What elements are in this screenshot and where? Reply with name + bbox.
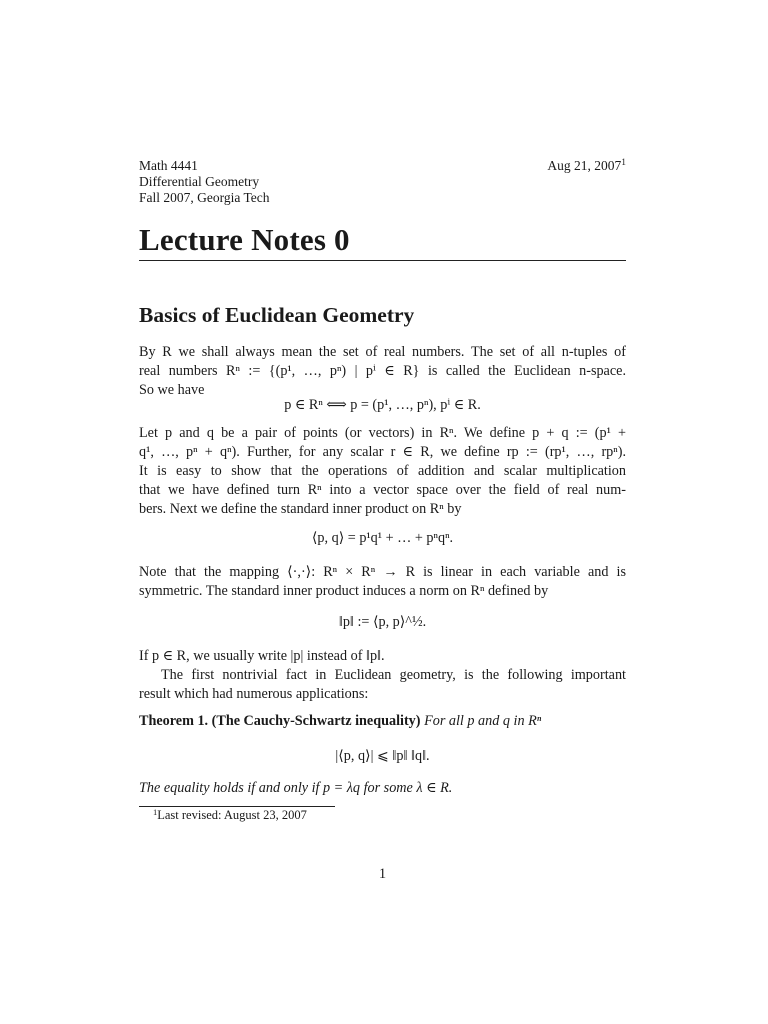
- footnote-rule: [139, 806, 335, 807]
- paragraph-1-line-3: So we have: [139, 382, 205, 398]
- paragraph-3-line-1: Note that the mapping ⟨·,·⟩: Rⁿ × Rⁿ → R is linear in each variable and is: [139, 564, 626, 580]
- paragraph-5: [139, 666, 626, 704]
- theorem-1-tail-text: The equality holds if and only if p = λq for some λ ∈ R.: [139, 780, 453, 796]
- paragraph-4-line-1: If p ∈ R, we usually write |p| instead of ‖p‖.: [139, 648, 385, 664]
- paragraph-2-line-1: Let p and q be a pair of points (or vectors) in Rⁿ. We define p + q := (p¹ +: [139, 425, 626, 441]
- theorem-1-text: For all p and q in Rⁿ: [424, 713, 542, 729]
- paragraph-2-line-3: It is easy to show that the operations of addition and scalar multiplication: [139, 463, 626, 479]
- paragraph-2-line-2: q¹, …, pⁿ + qⁿ). Further, for any scalar r ∈ R, we define rp := (rp¹, …, rpⁿ).: [139, 444, 626, 460]
- footnote: [153, 808, 307, 823]
- footnote-mark: 1: [153, 807, 158, 817]
- paragraph-4: [139, 647, 626, 666]
- paragraph-5-line-2: result which had numerous applications:: [139, 686, 369, 702]
- title-rule: [139, 260, 626, 261]
- page-number: 1: [378, 866, 387, 882]
- equation-1: p ∈ Rⁿ ⟺ p = (p¹, …, pⁿ), pⁱ ∈ R.: [284, 397, 481, 413]
- equation-3: ‖p‖ := ⟨p, p⟩^½.: [338, 614, 427, 630]
- footnote-text: Last revised: August 23, 2007: [157, 808, 307, 822]
- paragraph-3: [139, 563, 626, 601]
- paragraph-1: [139, 343, 626, 400]
- course-term: Fall 2007, Georgia Tech: [139, 190, 270, 205]
- date-footnote-mark: 1: [621, 158, 626, 168]
- paper-page: [139, 0, 626, 1024]
- page-title: Lecture Notes 0: [139, 222, 350, 257]
- paragraph-2-line-5: bers. Next we define the standard inner product on Rⁿ by: [139, 501, 462, 517]
- header-date: [547, 158, 626, 174]
- paragraph-5-line-1: The first nontrivial fact in Euclidean geometry, is the following important: [161, 667, 626, 683]
- theorem-1-tail: [139, 779, 626, 798]
- paragraph-2: [139, 424, 626, 519]
- theorem-1-label: Theorem 1. (The Cauchy-Schwartz inequality): [139, 713, 421, 729]
- equation-2: ⟨p, q⟩ = p¹q¹ + … + pⁿqⁿ.: [311, 530, 454, 546]
- date-text: Aug 21, 2007: [547, 158, 622, 173]
- paragraph-3-line-2: symmetric. The standard inner product induces a norm on Rⁿ defined by: [139, 583, 549, 599]
- paragraph-1-line-2: real numbers Rⁿ := {(p¹, …, pⁿ) | pⁱ ∈ R} is called the Euclidean n-space.: [139, 363, 626, 379]
- paragraph-1-line-1: By R we shall always mean the set of real numbers. The set of all n-tuples of: [139, 344, 626, 360]
- equation-4: |⟨p, q⟩| ⩽ ‖p‖ ‖q‖.: [335, 748, 430, 764]
- section-title: Basics of Euclidean Geometry: [139, 303, 415, 327]
- theorem-1: [139, 712, 626, 731]
- theorem-1-statement: [139, 712, 626, 731]
- paragraph-2-line-4: that we have defined turn Rⁿ into a vector space over the field of real num-: [139, 482, 626, 498]
- course-subject: Differential Geometry: [139, 174, 260, 189]
- header-left-block: [139, 158, 270, 206]
- course-number: Math 4441: [139, 158, 198, 173]
